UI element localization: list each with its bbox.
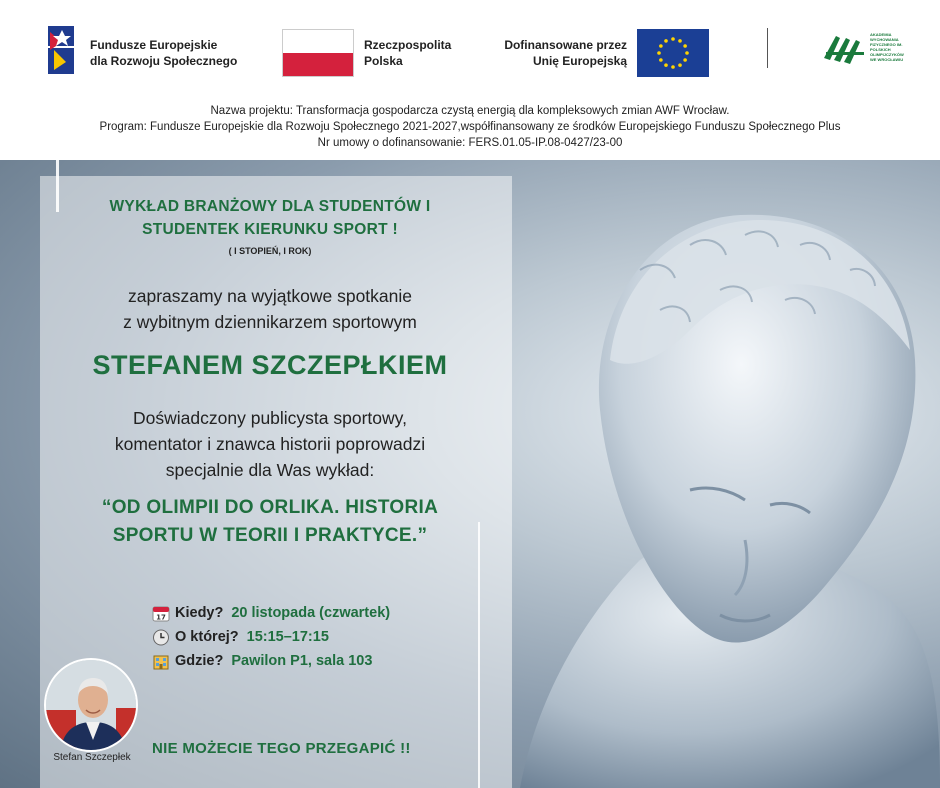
degree-note: ( I STOPIEŃ, I ROK) xyxy=(228,246,312,256)
pl-line-2: Polska xyxy=(364,54,403,68)
pl-line-1: Rzeczpospolita xyxy=(364,38,452,52)
pl-logo-text xyxy=(364,37,451,69)
calendar-day: 17 xyxy=(156,613,166,621)
eu-star-icon xyxy=(678,63,682,67)
calendar-icon xyxy=(152,605,170,622)
eu-star-icon xyxy=(671,37,675,41)
lecture-title-line-1: “OD OLIMPII DO ORLIKA. HISTORIA xyxy=(101,497,439,518)
awf-logo-text: AKADEMIA WYCHOWANIA FIZYCZNEGO IM. POLSKICH OLIMPIJCZYKÓW WE WROCŁAWIU xyxy=(870,32,904,62)
panel-accent-line-right xyxy=(478,522,480,788)
detail-when xyxy=(152,601,390,625)
speaker-photo xyxy=(46,660,138,752)
fe-logo-icon xyxy=(44,20,84,80)
invitation-line-2: z wybitnym dziennikarzem sportowym xyxy=(123,312,417,332)
invitation-text xyxy=(40,283,500,335)
time-value: 15:15–17:15 xyxy=(246,629,329,645)
description-line-2: komentator i znawca historii poprowadzi xyxy=(114,434,426,454)
when-value: 20 listopada (czwartek) xyxy=(231,605,391,621)
where-value: Pawilon P1, sala 103 xyxy=(231,653,373,669)
closing-message: NIE MOŻECIE TEGO PRZEGAPIĆ !! xyxy=(152,740,411,757)
eu-star-icon xyxy=(671,65,675,69)
speaker-description xyxy=(40,405,500,483)
speaker-avatar xyxy=(44,658,138,752)
eu-logo-text xyxy=(470,37,627,69)
detail-time xyxy=(152,625,390,649)
project-info xyxy=(0,103,940,151)
event-details xyxy=(152,601,390,673)
project-program: Program: Fundusze Europejskie dla Rozwoju Społecznego 2021-2027,współfinansowany ze środków Europejskiego Funduszu Społecznego Plus xyxy=(99,121,841,133)
project-agreement-number: Nr umowy o dofinansowanie: FERS.01.05-IP.08-0427/23-00 xyxy=(317,137,623,149)
eu-star-icon xyxy=(659,44,663,48)
eu-star-icon xyxy=(683,58,687,62)
description-line-3: specjalnie dla Was wykład: xyxy=(165,460,375,480)
logo-divider xyxy=(767,28,768,68)
eu-star-icon xyxy=(657,51,661,55)
lecture-title-line-2: SPORTU W TEORII I PRAKTYCE.” xyxy=(112,525,428,546)
eu-star-icon xyxy=(659,58,663,62)
eu-flag-icon xyxy=(637,29,709,77)
awf-logo-icon xyxy=(822,30,868,70)
logo-bar xyxy=(0,0,940,100)
eu-star-icon xyxy=(664,63,668,67)
building-icon xyxy=(152,653,170,670)
time-label: O której? xyxy=(175,629,239,645)
lecture-heading-line-2: STUDENTEK KIERUNKU SPORT ! xyxy=(142,221,398,238)
eu-star-icon xyxy=(685,51,689,55)
lecture-title xyxy=(40,494,500,550)
description-line-1: Doświadczony publicysta sportowy, xyxy=(133,408,407,428)
polish-flag-icon xyxy=(282,29,354,77)
eu-star-icon xyxy=(683,44,687,48)
eu-star-icon xyxy=(678,39,682,43)
project-name: Nazwa projektu: Transformacja gospodarcza czystą energią dla kompleksowych zmian AWF Wrocław. xyxy=(210,105,730,117)
lecture-heading-line-1: WYKŁAD BRANŻOWY DLA STUDENTÓW I xyxy=(109,198,431,215)
eu-line-1: Dofinansowane przez xyxy=(504,38,627,52)
fe-line-1: Fundusze Europejskie xyxy=(90,38,218,52)
lecture-heading xyxy=(40,195,500,241)
speaker-name: STEFANEM SZCZEPŁKIEM xyxy=(92,350,448,380)
eu-star-icon xyxy=(664,39,668,43)
invitation-line-1: zapraszamy na wyjątkowe spotkanie xyxy=(127,286,413,306)
fe-line-2: dla Rozwoju Społecznego xyxy=(90,54,238,68)
detail-where xyxy=(152,649,390,673)
clock-icon xyxy=(152,629,170,646)
fe-logo-text xyxy=(90,37,237,69)
where-label: Gdzie? xyxy=(175,653,224,669)
avatar-caption: Stefan Szczepłek xyxy=(53,752,131,763)
when-label: Kiedy? xyxy=(175,605,224,621)
eu-line-2: Unię Europejską xyxy=(532,54,627,68)
